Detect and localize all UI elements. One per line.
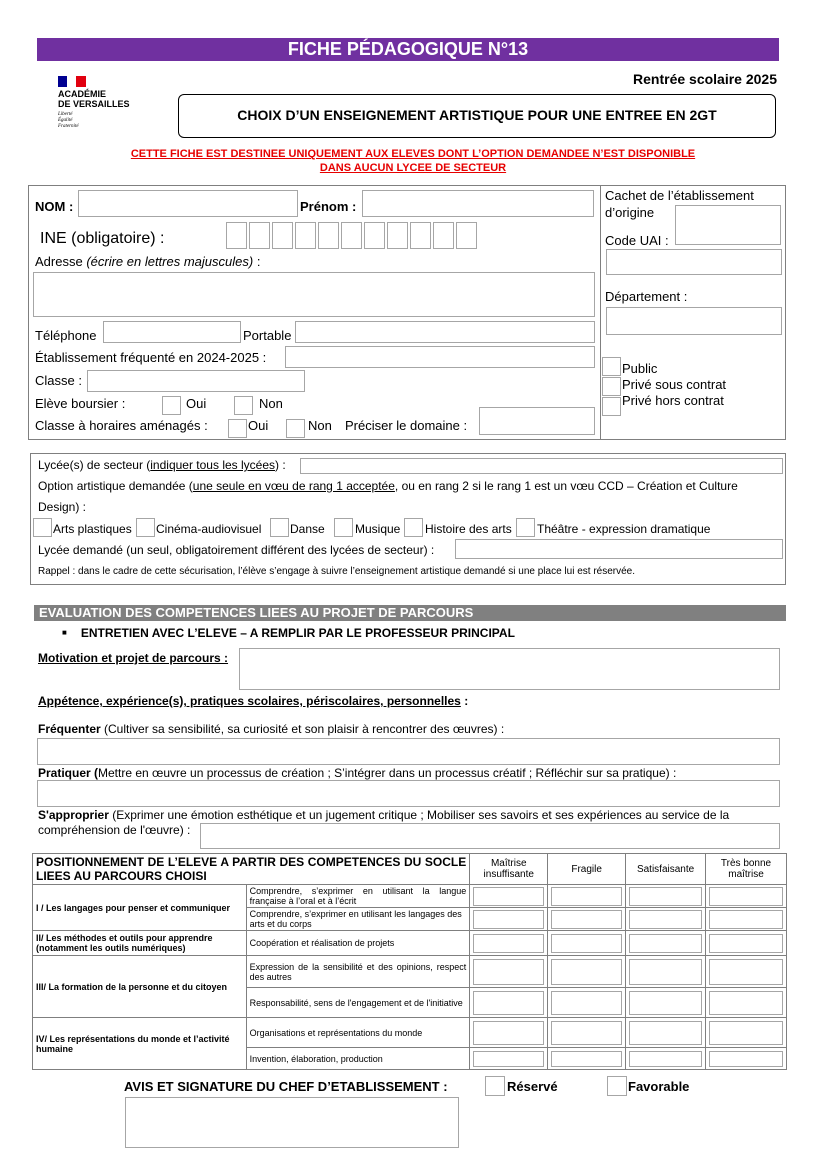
rating-box[interactable]	[551, 991, 622, 1015]
lycees-secteur-underlined: indiquer tous les lycées	[150, 458, 275, 472]
rating-cell[interactable]	[548, 956, 626, 988]
rating-cell[interactable]	[548, 885, 626, 908]
ine-char-box[interactable]	[295, 222, 316, 249]
favorable-checkbox[interactable]	[607, 1076, 627, 1096]
warning-text	[0, 147, 826, 175]
departement-label: Département :	[605, 289, 688, 304]
adresse-label	[35, 254, 260, 269]
rating-cell[interactable]	[548, 1048, 626, 1070]
nom-label: NOM :	[35, 199, 74, 214]
ine-char-box[interactable]	[387, 222, 408, 249]
group-label: III/ La formation de la personne et du citoyen	[33, 956, 247, 1018]
code-uai-label: Code UAI :	[605, 233, 669, 248]
approprier-label	[38, 808, 729, 822]
telephone-field[interactable]	[103, 321, 241, 343]
rating-cell[interactable]	[626, 908, 706, 931]
rating-cell[interactable]	[626, 1018, 706, 1048]
pratiquer-label	[38, 766, 676, 780]
rating-cell[interactable]	[626, 956, 706, 988]
competence-item: Coopération et réalisation de projets	[246, 931, 470, 956]
appetence-colon: :	[460, 694, 469, 708]
title-text: CHOIX D’UN ENSEIGNEMENT ARTISTIQUE POUR UNE ENTREE EN 2GT	[237, 107, 717, 123]
logo-motto-1: Liberté	[58, 112, 73, 117]
cachet-label-1: Cachet de l’établissement	[605, 188, 754, 203]
rating-box[interactable]	[551, 934, 622, 953]
option-label-line2: Design) :	[38, 500, 87, 514]
appetence-text: Appétence, expérience(s), pratiques scolaires, périscolaires, personnelles	[38, 694, 461, 708]
adresse-field[interactable]	[33, 272, 595, 317]
boursier-non-label: Non	[259, 396, 283, 411]
ine-char-box[interactable]	[410, 222, 431, 249]
portable-label: Portable	[243, 328, 292, 343]
entretien-bullet	[62, 626, 515, 640]
choice-danse-label: Danse	[290, 522, 325, 536]
rating-cell[interactable]	[706, 1048, 787, 1070]
ine-boxes	[226, 222, 484, 249]
option-label	[38, 479, 738, 493]
public-label: Public	[622, 361, 658, 376]
frequenter-bold: Fréquenter	[38, 722, 101, 736]
marianne-flag-icon	[58, 76, 86, 87]
lycees-secteur-end: ) :	[275, 458, 286, 472]
rating-box[interactable]	[473, 959, 544, 985]
rating-cell[interactable]	[470, 931, 548, 956]
rating-box[interactable]	[629, 934, 702, 953]
motivation-label: Motivation et projet de parcours :	[38, 651, 229, 665]
pratiquer-text: Mettre en œuvre un processus de création ; S’intégrer dans un processus créatif ; Réfléchir sur sa pratique) :	[98, 766, 677, 780]
rating-box[interactable]	[473, 934, 544, 953]
column-header: Satisfaisante	[626, 854, 706, 885]
adresse-text: Adresse	[35, 254, 87, 269]
rating-box[interactable]	[709, 934, 783, 953]
rating-cell[interactable]	[470, 1048, 548, 1070]
preciser-label: Préciser le domaine :	[345, 418, 468, 433]
boursier-oui-label: Oui	[186, 396, 207, 411]
ine-char-box[interactable]	[341, 222, 362, 249]
rating-cell[interactable]	[706, 908, 787, 931]
lycees-secteur-text: Lycée(s) de secteur (	[38, 458, 151, 472]
reserve-label: Réservé	[507, 1079, 558, 1094]
rating-box[interactable]	[709, 910, 783, 929]
lycee-demande-field[interactable]	[455, 539, 783, 559]
nom-field[interactable]	[78, 190, 298, 217]
signature-label: AVIS ET SIGNATURE DU CHEF D’ETABLISSEMENT :	[124, 1079, 448, 1094]
horaires-oui-checkbox[interactable]	[228, 419, 247, 438]
table-header-title: POSITIONNEMENT DE L’ELEVE A PARTIR DES COMPETENCES DU SOCLE LIEES AU PARCOURS CHOISI	[33, 854, 470, 885]
ine-char-box[interactable]	[364, 222, 385, 249]
prenom-field[interactable]	[362, 190, 594, 217]
frequenter-label	[38, 722, 504, 736]
rating-box[interactable]	[629, 991, 702, 1015]
rating-box[interactable]	[709, 991, 783, 1015]
choice-cinema-label: Cinéma-audiovisuel	[156, 522, 262, 536]
column-header: Très bonne maîtrise	[706, 854, 787, 885]
rating-cell[interactable]	[548, 931, 626, 956]
rating-cell[interactable]	[470, 988, 548, 1018]
evaluation-section-title: EVALUATION DES COMPETENCES LIEES AU PROJET DE PARCOURS	[34, 605, 786, 621]
column-header: Fragile	[548, 854, 626, 885]
approprier-label-line2: compréhension de l'œuvre) :	[38, 823, 191, 837]
rating-cell[interactable]	[470, 956, 548, 988]
portable-field[interactable]	[295, 321, 595, 343]
rating-box[interactable]	[551, 959, 622, 985]
rating-cell[interactable]	[626, 885, 706, 908]
rating-box[interactable]	[551, 910, 622, 929]
choice-danse-checkbox[interactable]	[270, 518, 289, 537]
classe-label: Classe :	[35, 373, 82, 388]
column-header: Maîtrise insuffisante	[470, 854, 548, 885]
favorable-label: Favorable	[628, 1079, 690, 1094]
prive-hors-contrat-checkbox[interactable]	[602, 397, 621, 416]
ine-label: INE (obligatoire) :	[40, 230, 165, 247]
rating-cell[interactable]	[706, 885, 787, 908]
pratiquer-field[interactable]	[37, 780, 780, 807]
school-year: Rentrée scolaire 2025	[633, 71, 777, 87]
competence-item: Comprendre, s’exprimer en utilisant la langue française à l’oral et à l’écrit	[246, 885, 470, 908]
rating-box[interactable]	[551, 1021, 622, 1045]
rating-cell[interactable]	[470, 1018, 548, 1048]
rating-box[interactable]	[473, 1051, 544, 1067]
competence-item: Comprendre, s’exprimer en utilisant les langages des arts et du corps	[246, 908, 470, 931]
competence-item: Organisations et représentations du monde	[246, 1018, 470, 1048]
cachet-field[interactable]	[675, 205, 781, 245]
ine-char-box[interactable]	[318, 222, 339, 249]
competence-item: Expression de la sensibilité et des opinions, respect des autres	[246, 956, 470, 988]
lycees-secteur-field[interactable]	[300, 458, 783, 474]
prenom-label: Prénom :	[300, 199, 357, 214]
table-row	[33, 885, 787, 908]
telephone-label: Téléphone	[35, 328, 97, 343]
warning-line-2: DANS AUCUN LYCEE DE SECTEUR	[319, 162, 507, 174]
rappel-text: Rappel : dans le cadre de cette sécurisation, l’élève s’engage à suivre l’enseignement artistique demandé si une place lui est réservée.	[38, 566, 636, 577]
choice-musique-checkbox[interactable]	[334, 518, 353, 537]
group-label: IV/ Les représentations du monde et l’activité humaine	[33, 1018, 247, 1070]
horaires-non-checkbox[interactable]	[286, 419, 305, 438]
competence-item: Responsabilité, sens de l'engagement et de l'initiative	[246, 988, 470, 1018]
rating-cell[interactable]	[470, 908, 548, 931]
approprier-bold: S'approprier	[38, 808, 109, 822]
competences-table	[32, 853, 787, 1070]
rating-cell[interactable]	[626, 988, 706, 1018]
rating-cell[interactable]	[706, 1018, 787, 1048]
public-checkbox[interactable]	[602, 357, 621, 376]
preciser-field[interactable]	[479, 407, 595, 435]
adresse-hint: (écrire en lettres majuscules)	[86, 254, 254, 269]
logo-line2: DE VERSAILLES	[58, 99, 130, 109]
logo-motto-3: Fraternité	[58, 124, 79, 129]
group-label: II/ Les méthodes et outils pour apprendre (notamment les outils numériques)	[33, 931, 247, 956]
logo-motto-2: Égalité	[58, 118, 73, 123]
boursier-non-checkbox[interactable]	[234, 396, 253, 415]
frequenter-text: (Cultiver sa sensibilité, sa curiosité et son plaisir à rencontrer des œuvres) :	[100, 722, 505, 736]
classe-field[interactable]	[87, 370, 305, 392]
adresse-colon: :	[253, 254, 261, 269]
option-text: Option artistique demandée (	[38, 479, 193, 493]
horaires-non-label: Non	[308, 418, 332, 433]
appetence-label	[38, 694, 468, 708]
rating-cell[interactable]	[548, 988, 626, 1018]
choice-theatre-label: Théâtre - expression dramatique	[537, 522, 711, 536]
rating-cell[interactable]	[706, 956, 787, 988]
etablissement-field[interactable]	[285, 346, 595, 368]
prive-sous-contrat-label: Privé sous contrat	[622, 377, 727, 392]
choice-musique-label: Musique	[355, 522, 401, 536]
horaires-label: Classe à horaires aménagés :	[35, 418, 208, 433]
group-label: I / Les langages pour penser et communiquer	[33, 885, 247, 931]
choice-arts-plastiques-checkbox[interactable]	[33, 518, 52, 537]
rating-box[interactable]	[551, 1051, 622, 1067]
option-end: , ou en rang 2 si le rang 1 est un vœu CCD – Création et Culture	[394, 479, 738, 493]
lycee-demande-label: Lycée demandé (un seul, obligatoirement différent des lycées de secteur) :	[38, 543, 435, 557]
frequenter-field[interactable]	[37, 738, 780, 765]
rating-box[interactable]	[473, 1021, 544, 1045]
signature-field[interactable]	[125, 1097, 459, 1148]
reserve-checkbox[interactable]	[485, 1076, 505, 1096]
boursier-oui-checkbox[interactable]	[162, 396, 181, 415]
prive-sous-contrat-checkbox[interactable]	[602, 377, 621, 396]
rating-cell[interactable]	[706, 988, 787, 1018]
choice-histoire-arts-label: Histoire des arts	[425, 522, 512, 536]
ine-char-box[interactable]	[272, 222, 293, 249]
table-row	[33, 956, 787, 988]
rating-cell[interactable]	[706, 931, 787, 956]
choice-cinema-checkbox[interactable]	[136, 518, 155, 537]
ine-char-box[interactable]	[456, 222, 477, 249]
cachet-label-2: d’origine	[605, 205, 655, 220]
approprier-field[interactable]	[200, 823, 780, 849]
option-underlined: une seule en vœu de rang 1 acceptée	[192, 479, 395, 493]
horaires-oui-label: Oui	[248, 418, 269, 433]
rating-cell[interactable]	[470, 885, 548, 908]
ine-char-box[interactable]	[433, 222, 454, 249]
prive-hors-contrat-label: Privé hors contrat	[622, 393, 724, 408]
rating-cell[interactable]	[626, 1048, 706, 1070]
rating-box[interactable]	[709, 887, 783, 906]
warning-line-1: CETTE FICHE EST DESTINEE UNIQUEMENT AUX ELEVES DONT L’OPTION DEMANDEE N’EST DISPONIBLE	[130, 148, 696, 160]
ine-char-box[interactable]	[249, 222, 270, 249]
rating-box[interactable]	[629, 910, 702, 929]
identity-divider	[600, 185, 601, 440]
rating-box[interactable]	[629, 959, 702, 985]
table-row	[33, 1018, 787, 1048]
code-uai-field[interactable]	[606, 249, 782, 275]
rating-box[interactable]	[629, 1021, 702, 1045]
entretien-text: ENTRETIEN AVEC L’ELEVE – A REMPLIR PAR LE PROFESSEUR PRINCIPAL	[80, 626, 515, 640]
title-box	[178, 94, 776, 138]
pratiquer-bold: Pratiquer (	[38, 766, 99, 780]
logo-line1: ACADÉMIE	[58, 89, 107, 99]
form-banner: FICHE PÉDAGOGIQUE N°13	[37, 38, 779, 61]
ine-char-box[interactable]	[226, 222, 247, 249]
rating-box[interactable]	[473, 887, 544, 906]
competence-item: Invention, élaboration, production	[246, 1048, 470, 1070]
rating-box[interactable]	[709, 1051, 783, 1067]
rating-box[interactable]	[709, 959, 783, 985]
motivation-field[interactable]	[239, 648, 780, 690]
academie-logo	[58, 76, 148, 136]
rating-cell[interactable]	[626, 931, 706, 956]
bullet-icon: ■	[62, 628, 67, 637]
table-row	[33, 931, 787, 956]
choice-arts-plastiques-label: Arts plastiques	[53, 522, 132, 536]
rating-box[interactable]	[629, 1051, 702, 1067]
rating-box[interactable]	[551, 887, 622, 906]
etablissement-label: Établissement fréquenté en 2024-2025 :	[35, 350, 267, 365]
table-header-row	[33, 854, 787, 885]
rating-box[interactable]	[709, 1021, 783, 1045]
choice-histoire-arts-checkbox[interactable]	[404, 518, 423, 537]
lycees-secteur-label	[38, 458, 286, 472]
departement-field[interactable]	[606, 307, 782, 335]
rating-box[interactable]	[473, 910, 544, 929]
approprier-text: (Exprimer une émotion esthétique et un jugement critique ; Mobiliser ses savoirs et ses expériences au service de la	[108, 808, 730, 822]
rating-box[interactable]	[629, 887, 702, 906]
rating-cell[interactable]	[548, 1018, 626, 1048]
boursier-label: Elève boursier :	[35, 396, 126, 411]
rating-box[interactable]	[473, 991, 544, 1015]
rating-cell[interactable]	[548, 908, 626, 931]
choice-theatre-checkbox[interactable]	[516, 518, 535, 537]
